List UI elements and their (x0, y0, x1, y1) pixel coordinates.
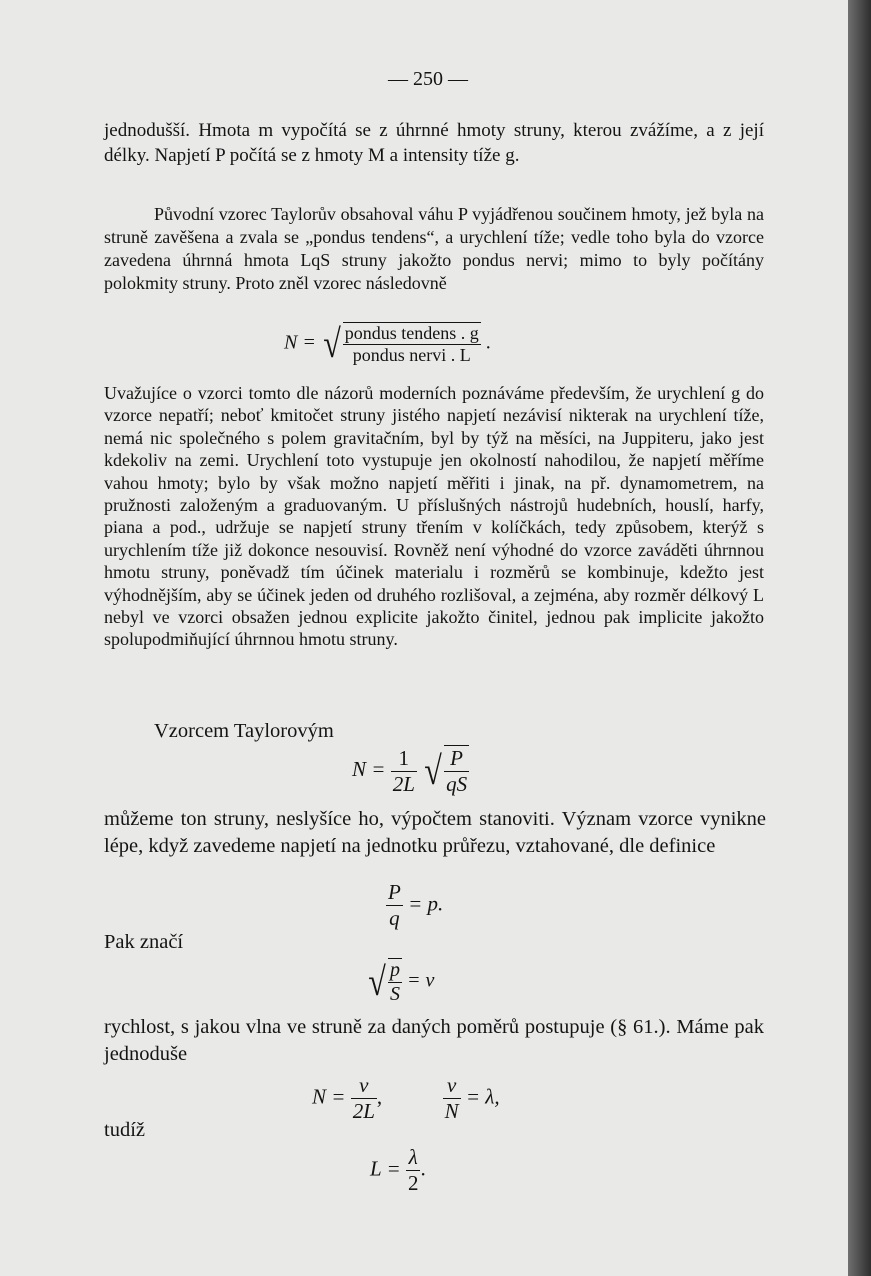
eq5-den: 2L (352, 1099, 375, 1123)
eq4-num: p (389, 959, 400, 981)
equation-velocity (366, 958, 434, 1006)
eq3-rhs: = p. (408, 891, 444, 916)
eq5-num: v (359, 1073, 369, 1097)
eq2-lhs: N = (352, 756, 386, 781)
eq1-lhs: N = (284, 331, 316, 354)
page-edge-shadow (848, 0, 871, 1276)
page-number: — 250 — (388, 68, 468, 90)
eq5-num2: v (446, 1073, 457, 1097)
eq1-end: . (485, 331, 491, 354)
paragraph-2: Původní vzorec Taylorův obsahoval váhu P vyjádřenou součinem hmoty, jež byla na struně zavěšena a zvala se „pondus tendens“, a urychlení tíže; vedle toho byla do vzorce zavedena úhrnná hmota LqS struny jakožto pondus nervi; mimo to byly počítány polokmity struny. Proto zněl vzorec následovně (104, 204, 764, 293)
paragraph-1: jednodušší. Hmota m vypočítá se z úhrnné hmoty struny, kterou zvážíme, a z její délky. Napjetí P počítá se z hmoty M a intensity tíže g. (104, 120, 764, 166)
sqrt-symbol: √ $\frac{\text{pondus tendens . g}}{\text{pondus nervi . L}}$ (323, 321, 479, 366)
eq4-den: S (389, 983, 400, 1005)
eq5-den2: N (444, 1099, 459, 1123)
eq5-lhs: N = (312, 1084, 346, 1109)
eq5-rhs2: = λ, (465, 1084, 500, 1109)
eq6-end: . (420, 1156, 426, 1181)
eq6-num: λ (408, 1145, 418, 1169)
paragraph-8: tudíž (104, 1119, 145, 1141)
eq2-den1: 2L (392, 771, 415, 796)
eq1-denominator: pondus nervi . L (343, 344, 481, 366)
eq3-num: P (388, 880, 401, 904)
eq1-numerator: pondus tendens . g (344, 323, 479, 343)
sqrt-symbol: √ $\frac{P}{qS}$ (424, 746, 468, 796)
eq2-num2: P (450, 746, 463, 770)
eq2-num1: 1 (398, 745, 410, 770)
equation-definition (386, 880, 443, 931)
paragraph-5: můžeme ton struny, neslyšíce ho, výpočtem stanoviti. Význam vzorce vynikne lépe, když zavedeme napjetí na jednotku průřezu, vztahované, dle definice (104, 808, 766, 857)
paragraph-4: Vzorcem Taylorovým (154, 720, 334, 742)
eq5-sep: , (376, 1084, 383, 1109)
eq2-den2: qS (446, 772, 468, 796)
eq4-rhs: = v (406, 969, 435, 992)
equation-taylor-original (284, 322, 491, 366)
eq3-den: q (386, 905, 403, 931)
equation-taylor (352, 745, 469, 797)
paragraph-6: Pak značí (104, 931, 184, 953)
paragraph-3: Uvažujíce o vzorci tomto dle názorů moderních poznáváme především, že urychlení g do vzorce nepatří; neboť kmitočet struny jistého napjetí nezávisí nikterak na urychlení tíže, nemá nic společného s polem gravitačním, byl by týž na měsíci, na Juppiteru, jako jest kdekoliv na zemi. Urychlení toto vystupuje jen okolností nahodilou, že napjetí měříme vahou hmoty; bylo by však možno napjetí měřiti i jinak, na př. dynamometrem, na pružnosti založeným a graduovaným. U příslušných nástrojů hudebních, houslí, harfy, piana a pod., udržuje se napjetí struny třením v kolíčkách, tedy způsobem, kterýž s urychlením tíže již dokonce nesouvisí. Rovněž není výhodné do vzorce zaváděti úhrnnou hmotu struny, poněvadž tím účinek materialu i rozměrů se kombinuje, kdežto jest výhodnějším, aby se účinek jeden od druhého rozlišoval, a zejména, aby rozměr délkový L nebyl ve vzorci obsažen jednou explicite jakožto činitel, jednou pak implicite jakožto spolupodmiňující úhrnnou hmotu struny. (104, 383, 764, 650)
eq6-den: 2 (407, 1171, 419, 1195)
equation-wavelength (370, 1145, 426, 1196)
paragraph-7: rychlost, s jakou vlna ve struně za daných poměrů postupuje (§ 61.). Máme pak jednoduše (104, 1016, 764, 1065)
sqrt-symbol: √ $\frac{p}{S}$ (368, 959, 400, 1005)
eq6-lhs: L = (370, 1156, 401, 1181)
